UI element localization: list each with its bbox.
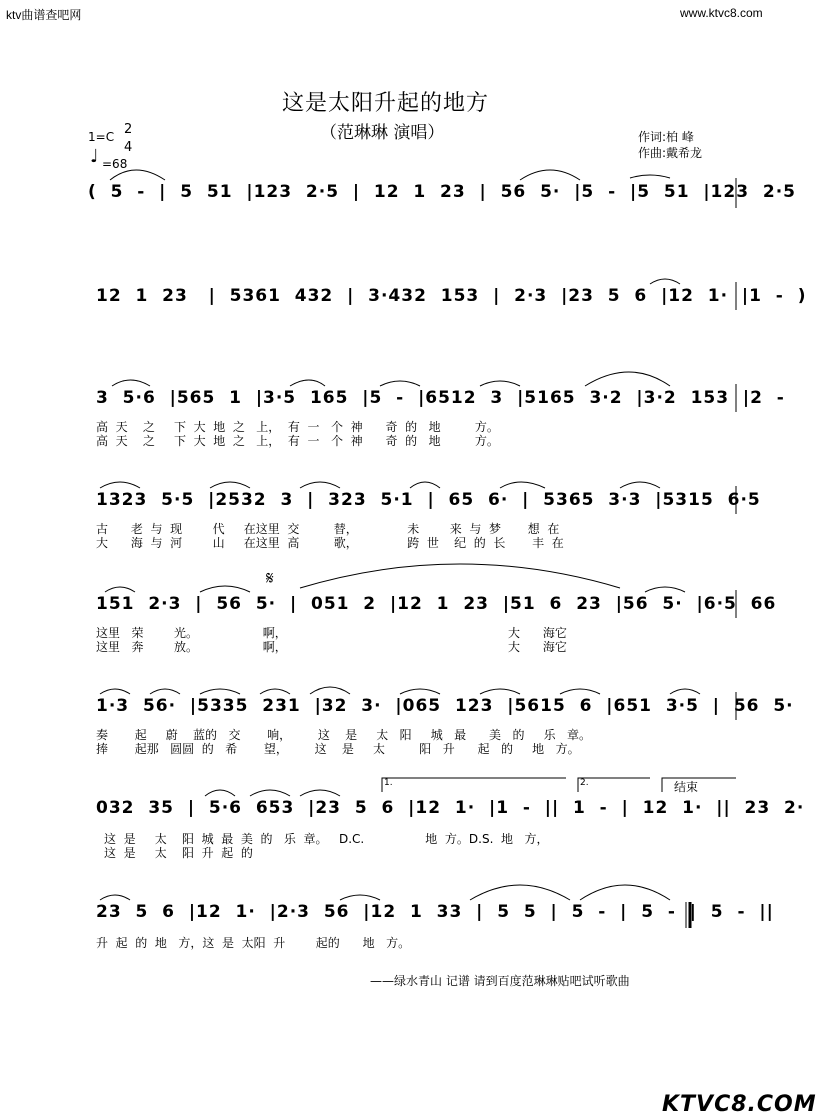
volta-second-label: 2. bbox=[580, 778, 589, 788]
lyric-row-5-verse-1: 这里 荣 光。 啊， 大 海它 bbox=[96, 626, 567, 640]
notation-row-5: 151 2·3 | 56 5· | 051 2 |12 1 23 |51 6 23 |56 5· |6·5 66 bbox=[96, 594, 777, 614]
slur-icon bbox=[410, 482, 440, 488]
lyric-row-5-verse-2: 这里 奔 放。 啊， 大 海它 bbox=[96, 640, 567, 654]
lyric-row-6-verse-2: 捧 起那 圆圆 的 希 望， 这 是 太 阳 升 起 的 地 方。 bbox=[96, 742, 580, 756]
slur-icon bbox=[290, 380, 325, 386]
slur-icon bbox=[620, 482, 660, 488]
slur-icon bbox=[630, 175, 670, 178]
time-sig-top: 2 bbox=[124, 122, 133, 137]
slur-icon bbox=[580, 885, 670, 900]
lyric-row-3-verse-2: 高 天 之 下 大 地 之 上， 有 一 个 神 奇 的 地 方。 bbox=[96, 434, 499, 448]
volta-ending-label: 结束 bbox=[674, 780, 699, 794]
slur-icon bbox=[100, 482, 140, 488]
volta-first-label: 1. bbox=[384, 778, 393, 788]
slur-icon bbox=[340, 895, 380, 900]
slur-icon bbox=[260, 689, 290, 694]
notation-row-6: 1·3 56· |5335 231 |32 3· |065 123 |5615 6 |651 3·5 | 56 5· bbox=[96, 696, 794, 716]
slur-icon bbox=[105, 587, 135, 592]
lyric-row-8-verse-1: 升 起 的 地 方，这 是 太阳 升 起的 地 方。 bbox=[96, 936, 411, 950]
slur-icon bbox=[650, 279, 680, 284]
slur-icon bbox=[470, 885, 570, 900]
slur-icon bbox=[200, 689, 240, 694]
composer-credit: 作曲:戴希龙 bbox=[638, 146, 703, 160]
lyric-row-6-verse-1: 奏 起 蔚 蓝的 交 响， 这 是 太 阳 城 最 美 的 乐 章。 bbox=[96, 728, 592, 742]
slur-icon bbox=[205, 790, 235, 796]
lyric-row-7-verse-2: 这 是 太 阳 升 起 的 bbox=[104, 846, 253, 860]
volta-ending-bracket bbox=[662, 778, 736, 792]
notation-row-8: 23 5 6 |12 1· |2·3 56 |12 1 33 | 5 5 | 5 - | 5 - | 5 - || bbox=[96, 902, 774, 922]
lyric-row-4-verse-1: 古 老 与 现 代 在这里 交 替， 未 来 与 梦 想 在 bbox=[96, 522, 560, 536]
notation-row-1: ( 5 - | 5 51 |123 2·5 | 12 1 23 | 56 5· |5 - |5 51 |123 2·5 bbox=[88, 182, 796, 202]
song-title: 这是太阳升起的地方 bbox=[282, 91, 490, 116]
slur-icon bbox=[250, 790, 290, 796]
key-signature: 1=C bbox=[88, 130, 115, 144]
volta-first-bracket bbox=[382, 778, 566, 792]
time-sig-bottom: 4 bbox=[124, 140, 133, 155]
slur-icon bbox=[670, 689, 700, 694]
lyricist-credit: 作词:柏 峰 bbox=[638, 130, 694, 144]
notation-row-2: 12 1 23 | 5361 432 | 3·432 153 | 2·3 |23 5 6 |12 1· |1 - ) bbox=[96, 286, 807, 306]
slur-icon bbox=[100, 689, 130, 694]
watermark-right: www.ktvc8.com bbox=[680, 6, 763, 20]
slur-icon bbox=[520, 170, 580, 180]
slur-icon bbox=[200, 586, 250, 592]
slur-icon bbox=[112, 380, 150, 386]
slur-icon bbox=[480, 689, 520, 694]
slur-icon bbox=[100, 895, 130, 900]
ktvc8-logo: KTVC8.COM bbox=[662, 1092, 817, 1117]
slur-icon bbox=[560, 689, 600, 694]
volta-second-bracket bbox=[578, 778, 650, 792]
slur-icon bbox=[585, 372, 670, 386]
slur-icon bbox=[380, 381, 420, 386]
performer-subtitle: （范琳琳 演唱） bbox=[320, 123, 445, 143]
slur-icon bbox=[645, 587, 685, 592]
slur-icon bbox=[310, 687, 350, 694]
notation-row-7: 032 35 | 5·6 653 |23 5 6 |12 1· |1 - || 1 - | 12 1· || 23 2· bbox=[96, 798, 805, 818]
slur-icon bbox=[210, 482, 250, 488]
transcriber-credit: ——绿水青山 记谱 请到百度范琳琳贴吧试听歌曲 bbox=[370, 974, 630, 988]
slur-icon bbox=[300, 482, 340, 488]
slur-icon bbox=[110, 170, 165, 180]
watermark-left: ktv曲谱查吧网 bbox=[6, 8, 82, 22]
segno-icon: 𝄋 bbox=[266, 568, 274, 589]
lyric-row-3-verse-1: 高 天 之 下 大 地 之 上， 有 一 个 神 奇 的 地 方。 bbox=[96, 420, 499, 434]
quarter-note-icon: ♩ bbox=[90, 146, 99, 167]
tempo-mark: =68 bbox=[102, 157, 128, 171]
slur-icon bbox=[300, 564, 620, 588]
slur-icon bbox=[480, 381, 520, 386]
slur-icon bbox=[150, 689, 180, 694]
lyric-row-4-verse-2: 大 海 与 河 山 在这里 高 歌， 跨 世 纪 的 长 丰 在 bbox=[96, 536, 564, 550]
notation-row-4: 1323 5·5 |2532 3 | 323 5·1 | 65 6· | 5365 3·3 |5315 6·5 bbox=[96, 490, 761, 510]
notation-row-3: 3 5·6 |565 1 |3·5 165 |5 - |6512 3 |5165 3·2 |3·2 153 |2 - bbox=[96, 388, 785, 408]
slur-icon bbox=[400, 689, 440, 694]
lyric-row-7-verse-1: 这 是 太 阳 城 最 美 的 乐 章。 D.C. 地 方。D.S. 地 方， bbox=[104, 832, 549, 846]
slur-icon bbox=[500, 482, 545, 488]
slur-icon bbox=[300, 790, 340, 796]
